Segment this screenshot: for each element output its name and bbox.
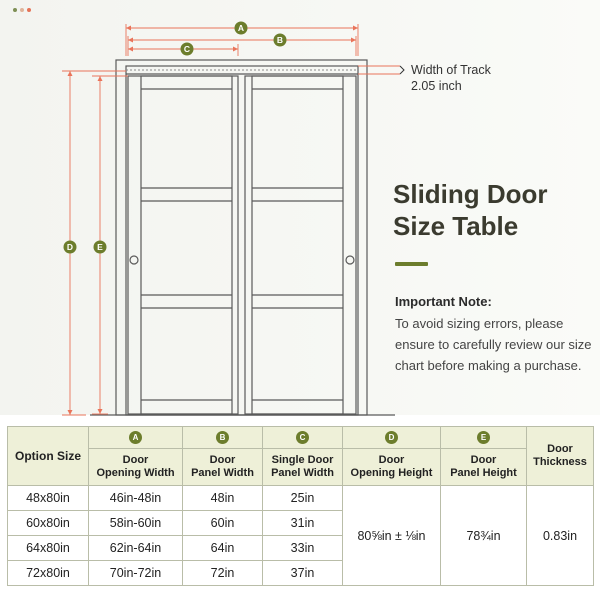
title-line1: Sliding Door — [393, 179, 548, 209]
arrow-icon — [351, 38, 356, 43]
cell-a: 62in-64in — [89, 536, 183, 561]
door-frame — [90, 60, 395, 415]
title-line2: Size Table — [393, 211, 519, 241]
badge-d-label: D — [66, 242, 74, 252]
badge-c-icon: C — [296, 431, 309, 444]
page-title — [393, 178, 548, 242]
col-e-header: Door Panel Height — [441, 449, 527, 486]
col-badge-b — [183, 427, 263, 449]
cell-b: 72in — [183, 561, 263, 586]
note-title: Important Note: — [395, 294, 492, 309]
table-row — [8, 486, 594, 511]
left-panel-outline — [128, 76, 238, 414]
accent-divider — [395, 262, 428, 266]
left-panel-inner — [141, 76, 232, 414]
cell-b: 48in — [183, 486, 263, 511]
col-a-header: Door Opening Width — [89, 449, 183, 486]
badge-b-label: B — [276, 35, 284, 45]
track-width-label — [411, 62, 491, 94]
cell-c: 33in — [263, 536, 343, 561]
inner-frame — [126, 66, 358, 415]
right-panel-inner — [252, 76, 343, 414]
cell-c: 25in — [263, 486, 343, 511]
arrow-icon — [98, 409, 103, 414]
cell-a: 58in-60in — [89, 511, 183, 536]
track-bracket — [400, 66, 404, 74]
arrow-icon — [126, 26, 131, 31]
badge-d-icon: D — [385, 431, 398, 444]
note-body: To avoid sizing errors, please ensure to carefully review our size chart before making a purchase. — [395, 316, 592, 373]
col-b-header: Door Panel Width — [183, 449, 263, 486]
col-thickness-header: Door Thickness — [527, 427, 594, 486]
cell-b: 60in — [183, 511, 263, 536]
left-handle-icon — [130, 256, 138, 264]
col-badge-c — [263, 427, 343, 449]
cell-b: 64in — [183, 536, 263, 561]
right-panel-outline — [245, 76, 356, 414]
arrow-icon — [128, 47, 133, 52]
cell-option: 64x80in — [8, 536, 89, 561]
arrow-icon — [353, 26, 358, 31]
cell-d-shared: 80⅝in ± ⅛in — [343, 486, 441, 586]
arrow-icon — [233, 47, 238, 52]
outer-frame — [116, 60, 367, 415]
dimension-badges — [64, 22, 287, 254]
track-label-line2: 2.05 inch — [411, 79, 462, 93]
badge-a-icon: A — [129, 431, 142, 444]
dimension-lines — [62, 24, 400, 415]
table-badge-row — [8, 427, 594, 449]
cell-a: 46in-48in — [89, 486, 183, 511]
table-label-row — [8, 449, 594, 486]
arrow-heads — [68, 26, 359, 416]
option-size-header: Option Size — [8, 427, 89, 486]
col-badge-e — [441, 427, 527, 449]
right-door-panel — [245, 76, 356, 414]
arrow-icon — [98, 76, 103, 81]
cell-option: 60x80in — [8, 511, 89, 536]
badge-c-label: C — [183, 44, 191, 54]
arrow-icon — [128, 38, 133, 43]
col-d-header: Door Opening Height — [343, 449, 441, 486]
arrow-icon — [68, 410, 73, 415]
left-door-panel — [128, 76, 238, 414]
size-table — [7, 426, 594, 586]
cell-a: 70in-72in — [89, 561, 183, 586]
cell-option: 72x80in — [8, 561, 89, 586]
cell-thickness-shared: 0.83in — [527, 486, 594, 586]
badge-b-icon: B — [216, 431, 229, 444]
right-handle-icon — [346, 256, 354, 264]
col-badge-d — [343, 427, 441, 449]
cell-c: 37in — [263, 561, 343, 586]
cell-e-shared: 78¾in — [441, 486, 527, 586]
badge-e-icon: E — [477, 431, 490, 444]
cell-option: 48x80in — [8, 486, 89, 511]
col-c-header: Single Door Panel Width — [263, 449, 343, 486]
arrow-icon — [68, 71, 73, 76]
cell-c: 31in — [263, 511, 343, 536]
col-badge-a — [89, 427, 183, 449]
badge-e-label: E — [97, 242, 103, 252]
track-label-line1: Width of Track — [411, 63, 491, 77]
badge-a-label: A — [237, 23, 245, 33]
